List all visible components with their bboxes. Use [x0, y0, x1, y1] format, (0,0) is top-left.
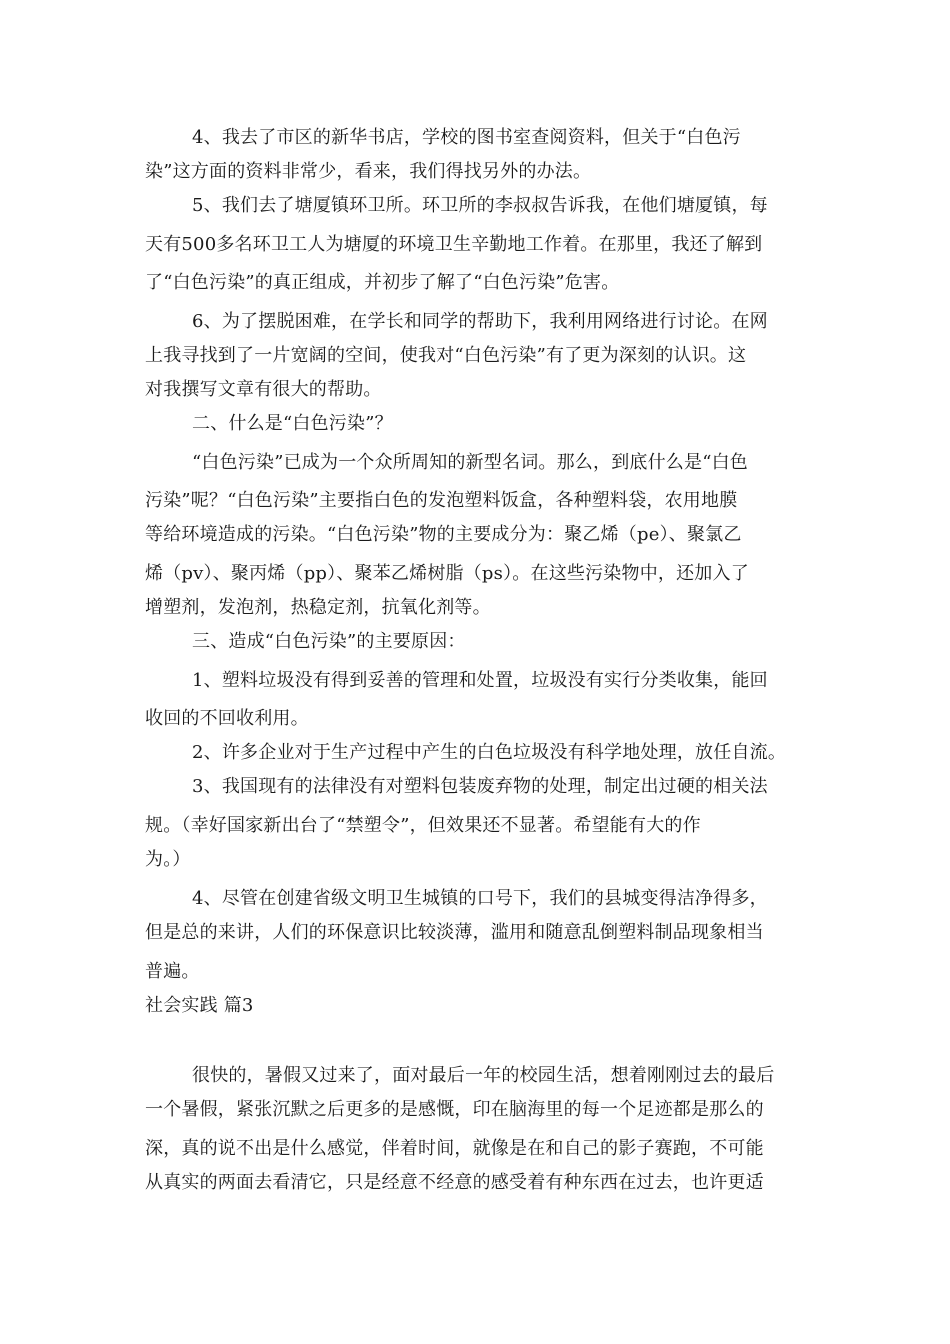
text-line: 从真实的两面去看清它，只是经意不经意的感受着有种东西在过去，也许更适	[145, 1172, 764, 1193]
text-line: 4、我去了市区的新华书店，学校的图书室查阅资料，但关于“白色污	[192, 127, 741, 148]
text-line: 对我撰写文章有很大的帮助。	[145, 379, 382, 400]
text-line: 4、尽管在创建省级文明卫生城镇的口号下，我们的县城变得洁净得多，	[192, 888, 768, 909]
text-line: 普遍。	[145, 961, 200, 982]
text-line: 3、我国现有的法律没有对塑料包装废弃物的处理，制定出过硬的相关法	[192, 776, 768, 797]
text-line: 天有500多名环卫工人为塘厦的环境卫生辛勤地工作着。在那里，我还了解到	[145, 234, 763, 255]
text-line: 烯（pv）、聚丙烯（pp）、聚苯乙烯树脂（ps）。在这些污染物中，还加入了	[145, 563, 749, 584]
text-line: 了“白色污染”的真正组成，并初步了解了“白色污染”危害。	[145, 272, 620, 293]
section-title: 社会实践 篇3	[145, 995, 254, 1016]
text-line: 等给环境造成的污染。“白色污染”物的主要成分为：聚乙烯（pe）、聚氯乙	[145, 524, 742, 545]
text-line: 增塑剂，发泡剂，热稳定剂，抗氧化剂等。	[145, 597, 491, 618]
text-line: 上我寻找到了一片宽阔的空间，使我对“白色污染”有了更为深刻的认识。这	[145, 345, 747, 366]
text-line: 为。）	[145, 849, 191, 870]
text-line: 规。（幸好国家新出台了“禁塑令”，但效果还不显著。希望能有大的作	[145, 815, 701, 836]
text-line: 5、我们去了塘厦镇环卫所。环卫所的李叔叔告诉我，在他们塘厦镇，每	[192, 195, 768, 216]
text-line: 染”这方面的资料非常少，看来，我们得找另外的办法。	[145, 161, 592, 182]
text-line: 1、塑料垃圾没有得到妥善的管理和处置，垃圾没有实行分类收集，能回	[192, 670, 768, 691]
section-heading: 三、造成“白色污染”的主要原因：	[192, 631, 466, 652]
text-line: 深，真的说不出是什么感觉，伴着时间，就像是在和自己的影子赛跑，不可能	[145, 1138, 764, 1159]
text-line: 污染”呢？“白色污染”主要指白色的发泡塑料饭盒，各种塑料袋，农用地膜	[145, 490, 738, 511]
text-line: 6、为了摆脱困难，在学长和同学的帮助下，我利用网络进行讨论。在网	[192, 311, 768, 332]
text-line: 但是总的来讲，人们的环保意识比较淡薄，滥用和随意乱倒塑料制品现象相当	[145, 922, 764, 943]
section-heading: 二、什么是“白色污染”？	[192, 413, 393, 434]
text-line: 很快的，暑假又过来了，面对最后一年的校园生活，想着刚刚过去的最后	[192, 1065, 775, 1086]
text-line: 一个暑假，紧张沉默之后更多的是感慨，印在脑海里的每一个足迹都是那么的	[145, 1099, 764, 1120]
text-line: 2、许多企业对于生产过程中产生的白色垃圾没有科学地处理，放任自流。	[192, 742, 787, 763]
text-line: 收回的不回收利用。	[145, 708, 309, 729]
text-line: “白色污染”已成为一个众所周知的新型名词。那么，到底什么是“白色	[192, 452, 749, 473]
